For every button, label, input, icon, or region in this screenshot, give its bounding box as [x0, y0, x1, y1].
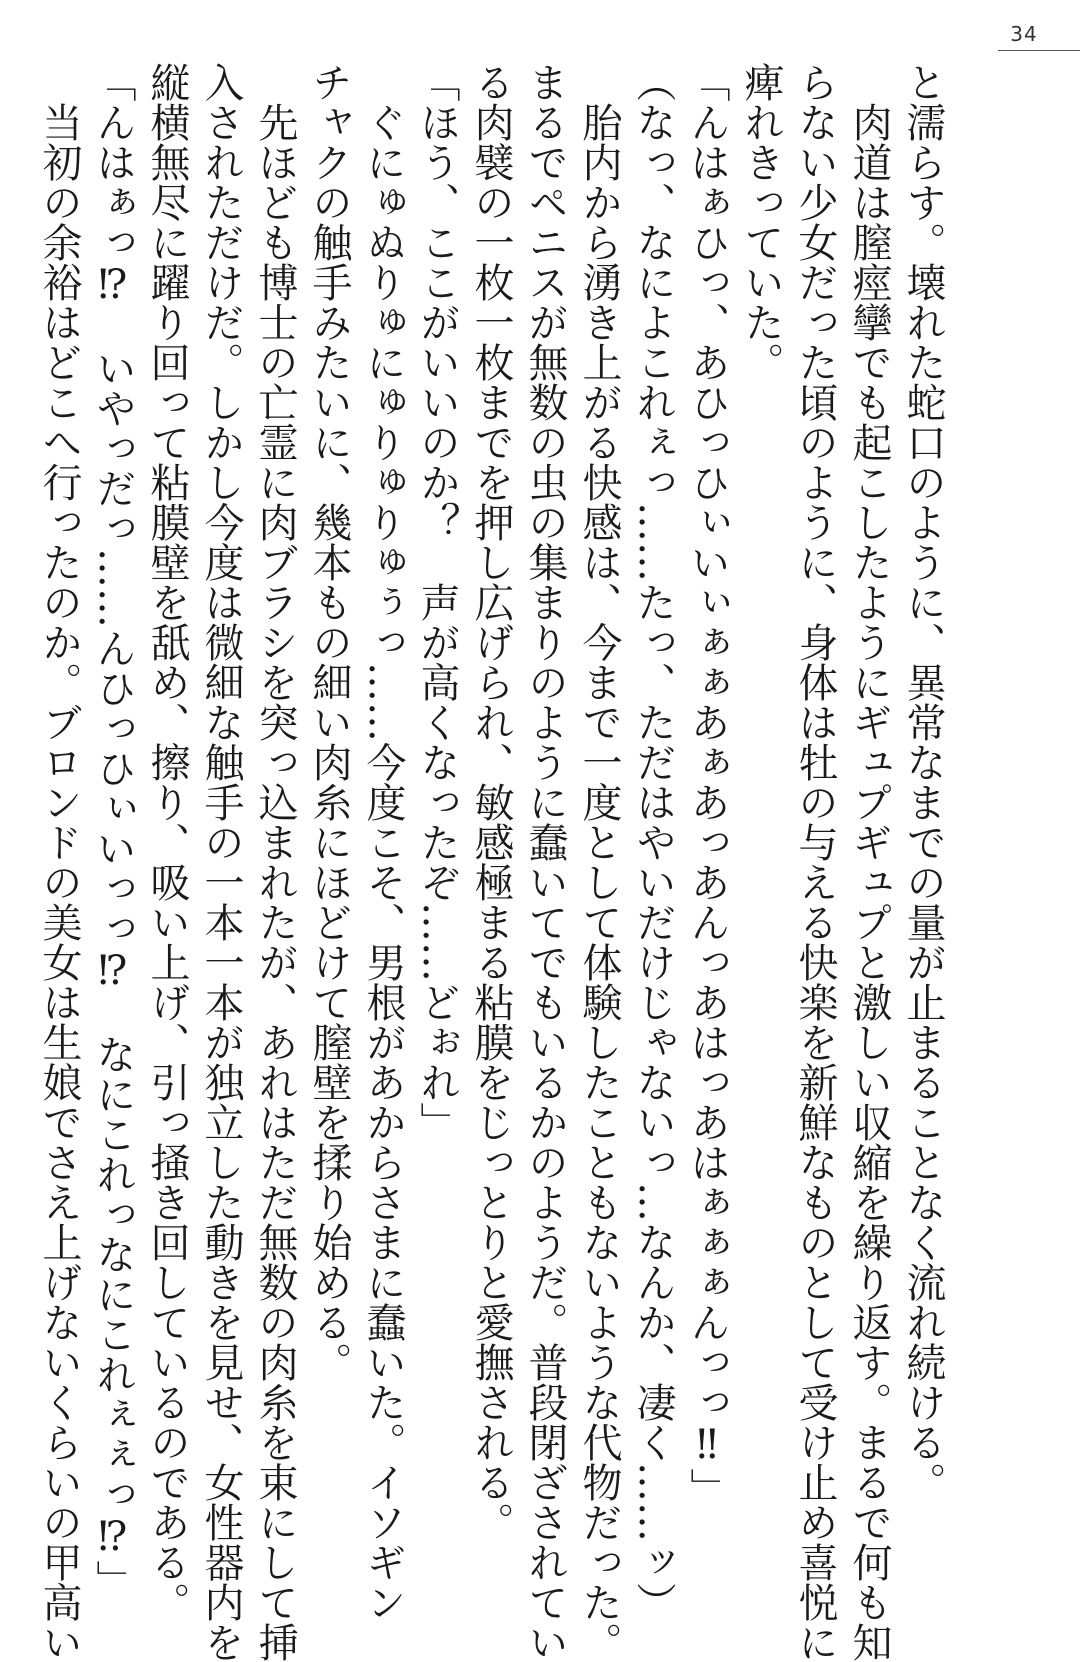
- text-line: る肉襞の一枚一枚までを押し広げられ、敏感極まる粘膜をじっとりと愛撫される。: [468, 62, 514, 1542]
- text-line: チャクの触手みたいに、幾本もの細い肉糸にほどけて膣壁を揉り始める。: [306, 62, 352, 1382]
- text-line: 肉道は膣痙攣でも起こしたようにギュプギュプと激しい収縮を繰り返す。まるで何も知: [846, 62, 892, 1662]
- text-line: ぐにゅぬりゅにゅりゅりゅぅっ……今度こそ、男根があからさまに蠢いた。イソギン: [360, 62, 406, 1622]
- text-line: と濡らす。壊れた蛇口のように、異常なまでの量が止まることなく流れ続ける。: [900, 62, 946, 1502]
- page-number-rule: [998, 50, 1080, 51]
- text-line: 胎内から湧き上がる快感は、今まで一度として体験したこともないような代物だった。: [576, 62, 622, 1662]
- thought-line: （なっ、なによこれぇっ……たっ、ただはやいだけじゃないっ…なんか、凄く……ッ）: [630, 62, 676, 1622]
- text-line: 入されただけだ。しかし今度は微細な触手の一本一本が独立した動きを見せ、女性器内を: [198, 62, 244, 1662]
- body-text: [32, 62, 950, 1662]
- dialogue-line: 「んはぁひっ、あひっひぃいぃぁぁあぁあっあんっあはっあはぁぁぁんっっ‼」: [684, 62, 730, 1508]
- text-line: 痺れきっていた。: [738, 62, 784, 382]
- text-line: らない少女だった頃のように、身体は牡の与える快楽を新鮮なものとして受け止め喜悦に: [792, 62, 838, 1662]
- dialogue-line: 「ほう、ここがいいのか？ 声が高くなったぞ……どぉれ」: [414, 62, 460, 1142]
- text-line: 先ほども博士の亡霊に肉ブラシを突っ込まれたが、あれはただ無数の肉糸を束にして挿: [252, 62, 298, 1662]
- page-number: 34: [1010, 22, 1038, 46]
- text-line: 縦横無尽に躍り回って粘膜壁を舐め、擦り、吸い上げ、引っ掻き回しているのである。: [144, 62, 190, 1622]
- text-line: まるでペニスが無数の虫の集まりのように蠢いてでもいるかのようだ。普段閉ざされてい: [522, 62, 568, 1662]
- text-line: 当初の余裕はどこへ行ったのか。ブロンドの美女は生娘でさえ上げないくらいの甲高い: [36, 62, 82, 1662]
- dialogue-line: 「んはぁっ⁉ いやっだっ……んひっひぃいっっ⁉ なにこれっなにこれぇぇっ⁉」: [90, 62, 136, 1600]
